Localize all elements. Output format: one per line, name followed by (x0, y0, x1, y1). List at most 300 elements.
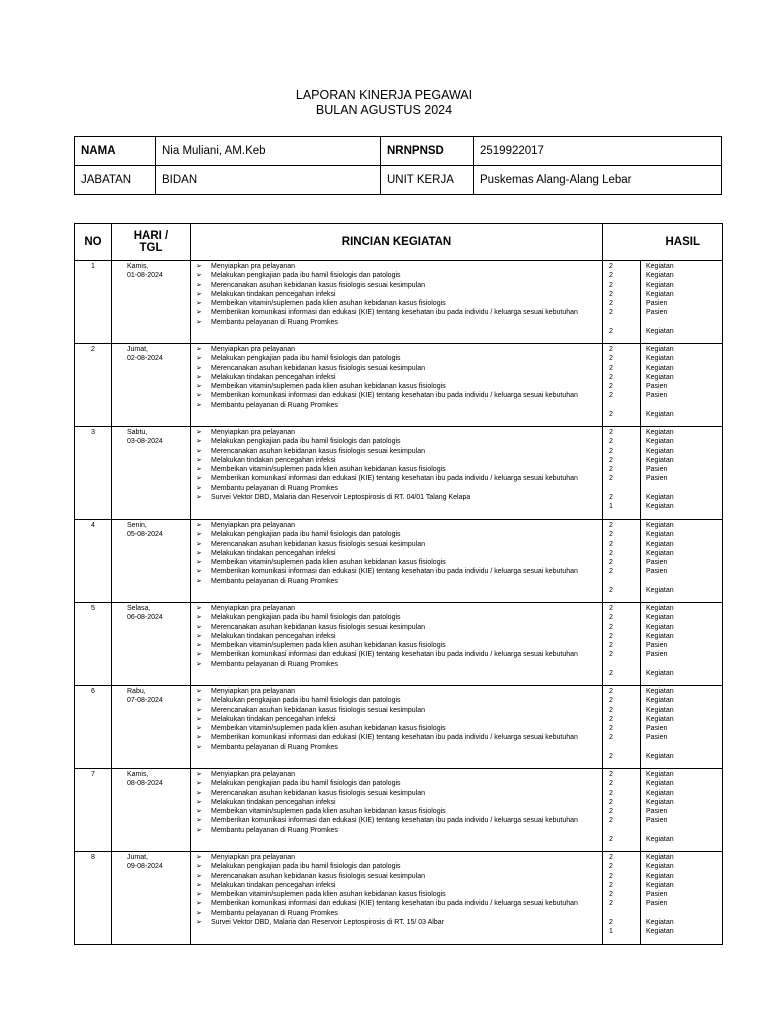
activity-text: Merencanakan asuhan kebidanan kasus fisiologis sesuai kesimpulan (211, 789, 426, 797)
activity-unit: Kegiatan (646, 836, 674, 844)
unit-value: Puskemas Alang-Alang Lebar (474, 166, 722, 195)
row-number: 2 (75, 344, 112, 427)
activity-qty: 2 (609, 281, 613, 289)
row-units (641, 686, 723, 769)
bullet-arrow-icon: ➢ (196, 734, 202, 742)
bullet-arrow-icon: ➢ (196, 568, 202, 576)
activity-item (191, 549, 599, 558)
activity-qty: 1 (609, 503, 613, 511)
activity-text: Menyiapkan pra pelayanan (211, 522, 296, 529)
table-row (75, 686, 723, 769)
activity-text: Merencanakan asuhan kebidanan kasus fisiologis sesuai kesimpulan (211, 540, 426, 548)
row-number: 6 (75, 686, 112, 769)
activity-qty: 2 (609, 466, 613, 474)
activity-unit: Kegiatan (646, 346, 674, 353)
activity-item (191, 521, 599, 530)
activity-item (191, 530, 599, 539)
activity-item (191, 604, 599, 613)
bullet-arrow-icon: ➢ (196, 909, 202, 917)
activity-qty: 2 (609, 688, 613, 695)
activity-unit: Kegiatan (646, 272, 674, 280)
activity-text: Memberikan komunikasi informasi dan edukasi (KIE) tentang kesehatan ibu pada individu / keluarga sesuai kebutuhan (211, 568, 578, 576)
activity-unit: Kegiatan (646, 715, 674, 723)
activity-unit: Pasien (646, 642, 668, 650)
activity-unit: Kegiatan (646, 706, 674, 714)
day-name: Selasa, (127, 605, 151, 612)
day-name: Senin, (127, 522, 147, 529)
activity-text: Melakukan pengkajian pada ibu hamil fisiologis dan patologis (211, 438, 401, 446)
header-day: HARI / TGL (112, 224, 191, 261)
activity-unit: Pasien (646, 300, 668, 308)
activity-item (191, 862, 599, 871)
row-activities (191, 427, 603, 520)
unit-label: UNIT KERJA (381, 166, 474, 195)
activity-item (191, 465, 599, 474)
row-number: 7 (75, 769, 112, 852)
activity-unit: Kegiatan (646, 549, 674, 557)
day-date: 03-08-2024 (127, 438, 163, 446)
activity-text: Melakukan tindakan pencegahan infeksi (211, 715, 336, 723)
activity-table-header (75, 224, 723, 261)
activity-item (191, 807, 599, 816)
activity-unit: Kegiatan (646, 456, 674, 464)
activity-qty: 2 (609, 447, 613, 455)
bullet-arrow-icon: ➢ (196, 863, 202, 871)
activity-item (191, 428, 599, 437)
activity-unit: Kegiatan (646, 863, 674, 871)
activity-text: Membantu pelayanan di Ruang Promkes (211, 660, 338, 668)
activity-item (191, 687, 599, 696)
activity-unit: Kegiatan (646, 531, 674, 539)
row-activities (191, 686, 603, 769)
row-quantities (603, 427, 641, 520)
activity-text: Melakukan pengkajian pada ibu hamil fisiologis dan patologis (211, 614, 401, 622)
activity-unit: Kegiatan (646, 411, 674, 419)
activity-item (191, 853, 599, 862)
row-quantities (603, 261, 641, 344)
row-quantities (603, 603, 641, 686)
activity-unit: Kegiatan (646, 623, 674, 631)
bullet-arrow-icon: ➢ (196, 281, 202, 289)
bullet-arrow-icon: ➢ (196, 715, 202, 723)
row-quantities (603, 852, 641, 945)
activity-item (191, 271, 599, 280)
activity-item (191, 770, 599, 779)
activity-unit: Kegiatan (646, 494, 674, 502)
activity-text: Membeikan vitamin/suplemen pada klien asuhan kebidanan kasus fisiologis (211, 642, 446, 650)
activity-text: Menyiapkan pra pelayanan (211, 771, 296, 778)
bullet-arrow-icon: ➢ (196, 522, 202, 529)
activity-item (191, 881, 599, 890)
activity-unit: Kegiatan (646, 771, 674, 778)
activity-qty: 2 (609, 429, 613, 436)
activity-qty: 2 (609, 300, 613, 308)
bullet-arrow-icon: ➢ (196, 429, 202, 436)
row-units (641, 427, 723, 520)
activity-qty: 2 (609, 817, 613, 825)
activity-unit: Pasien (646, 475, 668, 483)
activity-qty: 2 (609, 697, 613, 705)
activity-item (191, 364, 599, 373)
activity-item (191, 613, 599, 622)
activity-text: Membeikan vitamin/suplemen pada klien asuhan kebidanan kasus fisiologis (211, 383, 446, 391)
activity-unit: Kegiatan (646, 780, 674, 788)
bullet-arrow-icon: ➢ (196, 817, 202, 825)
day-name: Kamis, (127, 771, 149, 778)
bullet-arrow-icon: ➢ (196, 540, 202, 548)
row-units (641, 261, 723, 344)
bullet-arrow-icon: ➢ (196, 438, 202, 446)
activity-item (191, 789, 599, 798)
activity-text: Melakukan tindakan pencegahan infeksi (211, 798, 336, 806)
activity-qty: 2 (609, 392, 613, 400)
activity-item (191, 281, 599, 290)
table-row (75, 852, 723, 945)
activity-item (191, 743, 599, 752)
employee-info-table (74, 136, 722, 195)
activity-qty: 2 (609, 549, 613, 557)
activity-unit: Kegiatan (646, 632, 674, 640)
bullet-arrow-icon: ➢ (196, 614, 202, 622)
table-row (75, 261, 723, 344)
activity-qty: 2 (609, 651, 613, 659)
activity-unit: Pasien (646, 891, 668, 899)
name-label: NAMA (75, 137, 156, 166)
activity-qty: 2 (609, 863, 613, 871)
activity-text: Melakukan tindakan pencegahan infeksi (211, 456, 336, 464)
bullet-arrow-icon: ➢ (196, 771, 202, 778)
activity-qty: 2 (609, 605, 613, 612)
activity-qty: 2 (609, 900, 613, 908)
bullet-arrow-icon: ➢ (196, 392, 202, 400)
activity-qty: 2 (609, 725, 613, 733)
activity-item (191, 345, 599, 354)
bullet-arrow-icon: ➢ (196, 642, 202, 650)
name-value: Nia Muliani, AM.Keb (156, 137, 381, 166)
activity-text: Membantu pelayanan di Ruang Promkes (211, 318, 338, 326)
activity-qty: 2 (609, 328, 613, 336)
activity-qty: 2 (609, 706, 613, 714)
activity-qty: 2 (609, 364, 613, 372)
activity-text: Menyiapkan pra pelayanan (211, 263, 296, 270)
row-day-date (112, 261, 191, 344)
report-title: LAPORAN KINERJA PEGAWAI (295, 88, 473, 102)
row-units (641, 603, 723, 686)
activity-unit: Kegiatan (646, 373, 674, 381)
bullet-arrow-icon: ➢ (196, 872, 202, 880)
activity-unit: Kegiatan (646, 364, 674, 372)
bullet-arrow-icon: ➢ (196, 780, 202, 788)
activity-qty: 2 (609, 642, 613, 650)
header-detail: RINCIAN KEGIATAN (191, 224, 603, 261)
activity-qty: 2 (609, 753, 613, 761)
activity-item (191, 872, 599, 881)
bullet-arrow-icon: ➢ (196, 531, 202, 539)
activity-unit: Kegiatan (646, 605, 674, 612)
bullet-arrow-icon: ➢ (196, 549, 202, 557)
activity-item (191, 899, 599, 908)
bullet-arrow-icon: ➢ (196, 743, 202, 751)
bullet-arrow-icon: ➢ (196, 466, 202, 474)
day-date: 08-08-2024 (127, 780, 163, 788)
activity-qty: 2 (609, 614, 613, 622)
bullet-arrow-icon: ➢ (196, 789, 202, 797)
activity-text: Melakukan pengkajian pada ibu hamil fisiologis dan patologis (211, 272, 401, 280)
activity-unit: Pasien (646, 466, 668, 474)
activity-unit: Kegiatan (646, 290, 674, 298)
activity-item (191, 382, 599, 391)
activity-unit: Kegiatan (646, 438, 674, 446)
row-quantities (603, 344, 641, 427)
activity-unit: Pasien (646, 392, 668, 400)
bullet-arrow-icon: ➢ (196, 919, 202, 927)
activity-qty: 2 (609, 263, 613, 270)
row-units (641, 769, 723, 852)
activity-item (191, 909, 599, 918)
activity-item (191, 577, 599, 586)
activity-item (191, 373, 599, 382)
activity-qty: 2 (609, 438, 613, 446)
day-name: Jumat, (127, 346, 149, 353)
activity-item (191, 798, 599, 807)
activity-text: Menyiapkan pra pelayanan (211, 346, 296, 353)
bullet-arrow-icon: ➢ (196, 632, 202, 640)
activity-qty: 2 (609, 559, 613, 567)
activity-item (191, 474, 599, 483)
bullet-arrow-icon: ➢ (196, 373, 202, 381)
row-number: 4 (75, 520, 112, 603)
activity-unit: Pasien (646, 808, 668, 816)
activity-unit: Pasien (646, 568, 668, 576)
bullet-arrow-icon: ➢ (196, 290, 202, 298)
activity-text: Membeikan vitamin/suplemen pada klien asuhan kebidanan kasus fisiologis (211, 559, 446, 567)
activity-text: Membantu pelayanan di Ruang Promkes (211, 743, 338, 751)
day-date: 06-08-2024 (127, 614, 163, 622)
activity-qty: 2 (609, 411, 613, 419)
row-quantities (603, 769, 641, 852)
activity-text: Survei Vektor DBD, Malaria dan Reservoir Leptospirosis di RT. 04/01 Talang Kelapa (211, 494, 471, 502)
activity-item (191, 816, 599, 825)
activity-item (191, 632, 599, 641)
activity-qty: 2 (609, 383, 613, 391)
activity-text: Merencanakan asuhan kebidanan kasus fisiologis sesuai kesimpulan (211, 364, 426, 372)
row-activities (191, 261, 603, 344)
activity-unit: Kegiatan (646, 798, 674, 806)
activity-qty: 2 (609, 568, 613, 576)
bullet-arrow-icon: ➢ (196, 456, 202, 464)
day-date: 02-08-2024 (127, 355, 163, 363)
table-row (75, 769, 723, 852)
activity-qty: 2 (609, 373, 613, 381)
activity-item (191, 540, 599, 549)
activity-item (191, 558, 599, 567)
activity-qty: 2 (609, 456, 613, 464)
activity-text: Membantu pelayanan di Ruang Promkes (211, 401, 338, 409)
activity-qty: 2 (609, 670, 613, 678)
activity-text: Menyiapkan pra pelayanan (211, 429, 296, 436)
bullet-arrow-icon: ➢ (196, 891, 202, 899)
activity-qty: 2 (609, 780, 613, 788)
activity-qty: 2 (609, 771, 613, 778)
row-day-date (112, 686, 191, 769)
table-row (75, 520, 723, 603)
row-activities (191, 852, 603, 945)
activity-qty: 2 (609, 872, 613, 880)
activity-qty: 1 (609, 928, 613, 936)
activity-text: Melakukan pengkajian pada ibu hamil fisiologis dan patologis (211, 697, 401, 705)
activity-unit: Kegiatan (646, 919, 674, 927)
activity-unit: Kegiatan (646, 670, 674, 678)
activity-item (191, 715, 599, 724)
day-date: 09-08-2024 (127, 863, 163, 871)
activity-unit: Kegiatan (646, 881, 674, 889)
bullet-arrow-icon: ➢ (196, 383, 202, 391)
activity-unit: Pasien (646, 309, 668, 317)
activity-unit: Kegiatan (646, 522, 674, 529)
table-row (75, 344, 723, 427)
bullet-arrow-icon: ➢ (196, 605, 202, 612)
activity-item (191, 641, 599, 650)
activity-text: Membantu pelayanan di Ruang Promkes (211, 577, 338, 585)
activity-item (191, 706, 599, 715)
activity-unit: Pasien (646, 725, 668, 733)
table-row (75, 427, 723, 520)
activity-qty: 2 (609, 494, 613, 502)
activity-text: Membeikan vitamin/suplemen pada klien asuhan kebidanan kasus fisiologis (211, 300, 446, 308)
row-day-date (112, 852, 191, 945)
row-number: 1 (75, 261, 112, 344)
bullet-arrow-icon: ➢ (196, 355, 202, 363)
bullet-arrow-icon: ➢ (196, 309, 202, 317)
row-day-date (112, 344, 191, 427)
day-date: 01-08-2024 (127, 272, 163, 280)
row-number: 8 (75, 852, 112, 945)
activity-text: Memberikan komunikasi informasi dan edukasi (KIE) tentang kesehatan ibu pada individu / keluarga sesuai kebutuhan (211, 900, 578, 908)
activity-qty: 2 (609, 290, 613, 298)
activity-item (191, 493, 599, 502)
row-day-date (112, 427, 191, 520)
activity-qty: 2 (609, 272, 613, 280)
activity-text: Merencanakan asuhan kebidanan kasus fisiologis sesuai kesimpulan (211, 706, 426, 714)
day-name: Kamis, (127, 263, 149, 270)
activity-item (191, 724, 599, 733)
activity-item (191, 456, 599, 465)
info-row-position (75, 166, 722, 195)
bullet-arrow-icon: ➢ (196, 559, 202, 567)
activity-unit: Pasien (646, 900, 668, 908)
bullet-arrow-icon: ➢ (196, 475, 202, 483)
day-name: Sabtu, (127, 429, 148, 436)
bullet-arrow-icon: ➢ (196, 808, 202, 816)
activity-qty: 2 (609, 355, 613, 363)
activity-item (191, 262, 599, 271)
bullet-arrow-icon: ➢ (196, 660, 202, 668)
activity-text: Merencanakan asuhan kebidanan kasus fisiologis sesuai kesimpulan (211, 447, 426, 455)
activity-unit: Pasien (646, 651, 668, 659)
report-subtitle: BULAN AGUSTUS 2024 (315, 103, 453, 117)
activity-text: Melakukan tindakan pencegahan infeksi (211, 290, 336, 298)
row-day-date (112, 603, 191, 686)
activity-unit: Kegiatan (646, 355, 674, 363)
bullet-arrow-icon: ➢ (196, 900, 202, 908)
activity-text: Melakukan pengkajian pada ibu hamil fisiologis dan patologis (211, 355, 401, 363)
row-day-date (112, 520, 191, 603)
activity-text: Merencanakan asuhan kebidanan kasus fisiologis sesuai kesimpulan (211, 623, 426, 631)
activity-unit: Kegiatan (646, 429, 674, 436)
activity-text: Melakukan tindakan pencegahan infeksi (211, 632, 336, 640)
bullet-arrow-icon: ➢ (196, 346, 202, 353)
activity-text: Membeikan vitamin/suplemen pada klien asuhan kebidanan kasus fisiologis (211, 725, 446, 733)
activity-qty: 2 (609, 623, 613, 631)
bullet-arrow-icon: ➢ (196, 706, 202, 714)
day-date: 07-08-2024 (127, 697, 163, 705)
bullet-arrow-icon: ➢ (196, 854, 202, 861)
activity-unit: Kegiatan (646, 872, 674, 880)
activity-unit: Kegiatan (646, 503, 674, 511)
activity-qty: 2 (609, 522, 613, 529)
activity-unit: Kegiatan (646, 789, 674, 797)
activity-text: Melakukan tindakan pencegahan infeksi (211, 373, 336, 381)
activity-unit: Kegiatan (646, 688, 674, 695)
activity-item (191, 623, 599, 632)
activity-text: Melakukan pengkajian pada ibu hamil fisiologis dan patologis (211, 863, 401, 871)
info-row-name (75, 137, 722, 166)
bullet-arrow-icon: ➢ (196, 401, 202, 409)
activity-text: Melakukan pengkajian pada ibu hamil fisiologis dan patologis (211, 780, 401, 788)
activity-text: Melakukan tindakan pencegahan infeksi (211, 549, 336, 557)
activity-item (191, 650, 599, 659)
activity-qty: 2 (609, 475, 613, 483)
activity-qty: 2 (609, 789, 613, 797)
bullet-arrow-icon: ➢ (196, 484, 202, 492)
activity-unit: Pasien (646, 559, 668, 567)
row-activities (191, 769, 603, 852)
activity-unit: Kegiatan (646, 587, 674, 595)
activity-qty: 2 (609, 309, 613, 317)
activity-item (191, 660, 599, 669)
activity-item (191, 696, 599, 705)
activity-text: Memberikan komunikasi informasi dan edukasi (KIE) tentang kesehatan ibu pada individu / keluarga sesuai kebutuhan (211, 392, 578, 400)
bullet-arrow-icon: ➢ (196, 697, 202, 705)
activity-qty: 2 (609, 632, 613, 640)
activity-qty: 2 (609, 919, 613, 927)
row-units (641, 852, 723, 945)
activity-item (191, 447, 599, 456)
activity-text: Menyiapkan pra pelayanan (211, 854, 296, 861)
activity-item (191, 401, 599, 410)
activity-text: Membantu pelayanan di Ruang Promkes (211, 826, 338, 834)
day-date: 05-08-2024 (127, 531, 163, 539)
bullet-arrow-icon: ➢ (196, 364, 202, 372)
activity-unit: Kegiatan (646, 928, 674, 936)
row-number: 3 (75, 427, 112, 520)
row-units (641, 344, 723, 427)
activity-table (74, 223, 723, 945)
activity-item (191, 826, 599, 835)
activity-text: Memberikan komunikasi informasi dan edukasi (KIE) tentang kesehatan ibu pada individu / keluarga sesuai kebutuhan (211, 475, 578, 483)
row-day-date (112, 769, 191, 852)
activity-qty: 2 (609, 715, 613, 723)
activity-unit: Pasien (646, 383, 668, 391)
bullet-arrow-icon: ➢ (196, 688, 202, 695)
activity-unit: Kegiatan (646, 328, 674, 336)
bullet-arrow-icon: ➢ (196, 725, 202, 733)
bullet-arrow-icon: ➢ (196, 494, 202, 502)
activity-text: Memberikan komunikasi informasi dan edukasi (KIE) tentang kesehatan ibu pada individu / keluarga sesuai kebutuhan (211, 309, 578, 317)
activity-qty: 2 (609, 798, 613, 806)
activity-item (191, 733, 599, 742)
bullet-arrow-icon: ➢ (196, 447, 202, 455)
